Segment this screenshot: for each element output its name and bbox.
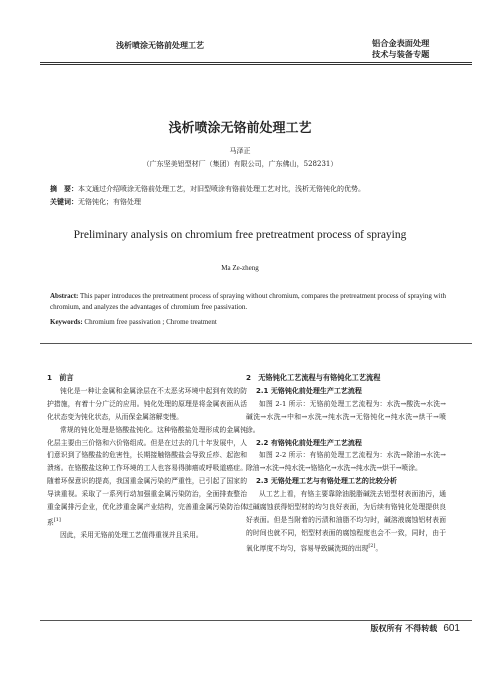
journal-section-label bbox=[372, 38, 472, 60]
section-1-heading: 1 前言 bbox=[47, 373, 74, 382]
header-rule-thin bbox=[40, 64, 472, 65]
abstract-zh-text: 本文通过介绍喷涂无铬前处理工艺，对旧型喷涂有铬前处理工艺对比，浅析无铬钝化的优势。 bbox=[78, 185, 365, 193]
abstract-separator-rule bbox=[40, 343, 472, 344]
reference-2: [2] bbox=[368, 542, 376, 549]
section-2-3-text: 从工艺上看，有铬主要靠除油脱脂碱洗去铝型材表面油污，通过碱腐蚀获得铝型材的均匀良好表面，为后续有铬钝化处理提供良好表面。但是当附着的污渍和油脂不均匀时，碱溶液腐蚀铝材表面的时间也就不同，铝型材表面的腐蚀程度也会不一致，同时，由于氧化厚度不均匀，容易导致碱洗斑的出现[2]。 bbox=[246, 490, 446, 553]
running-title: 浅析喷涂无铬前处理工艺 bbox=[116, 40, 204, 50]
keywords-zh-label: 关键词： bbox=[50, 197, 78, 206]
keywords-en-label: Keywords: bbox=[50, 318, 83, 326]
title-en: Preliminary analysis on chromium free pretreatment process of spraying bbox=[73, 229, 407, 241]
section-2-2-text: 如图 2-2 所示：有铬前处理工艺流程为：水洗→除油→水洗→除油→水洗→纯水洗→铬铬化→水洗→纯水洗→烘干→喷涂。 bbox=[246, 451, 446, 473]
section-1-paragraph-2 bbox=[47, 424, 247, 530]
copyright-notice: 版权所有 不得转载 bbox=[370, 623, 438, 633]
abstract-en bbox=[50, 291, 470, 313]
section-2-3-heading: 2.3 无铬处理工艺与有铬处理工艺的比较分析 bbox=[256, 477, 397, 486]
author-en: Ma Ze-zheng bbox=[221, 264, 259, 272]
journal-line-1: 铝合金表面处理 bbox=[372, 38, 430, 48]
right-column bbox=[246, 372, 446, 555]
section-1-paragraph-1: 钝化是一种让金属和金属涂层在不太恶劣环境中起到有效的防护措施，有着十分广泛的应用。钝化处理的原理是将金属表面从活化状态变为钝化状态，从而保金属溶解变慢。 bbox=[47, 386, 247, 421]
abstract-zh-label: 摘 要： bbox=[50, 184, 78, 193]
section-2-2-heading: 2.2 有铬钝化前处理生产工艺流程 bbox=[256, 438, 362, 447]
abstract-en-label: Abstract: bbox=[50, 292, 79, 300]
keywords-zh-text: 无铬钝化；有铬处理 bbox=[78, 198, 141, 206]
footer-rule bbox=[40, 620, 472, 621]
page-number: 601 bbox=[443, 623, 460, 634]
header-rule bbox=[40, 62, 472, 63]
keywords-en bbox=[50, 318, 470, 326]
section-1-paragraph-2-text: 常规的钝化处理是铬酸盐钝化。这种铬酸盐处理形成的金属钝化层主要由三价铬和六价铬组成。但是在过去的几十年发展中，人们意识到了铬酸盐的危害性，长期接触铬酸盐会导致丘疹、起泡和溃疡。在铬酸盐这种工作环境的工人也容易得肺癌或呼吸道癌症。随着环保意识的提高，我国重金属污染的严重性，已引起了国家的导读重视。采取了一系列行动加强重金属污染防治，全面排查整治重金属排污企业，优化涉重金属产业结构，完善重金属污染防治体系 bbox=[47, 425, 247, 527]
journal-line-2: 技术与装备专题 bbox=[372, 49, 430, 59]
affiliation-zh: （广东坚美铝型材厂（集团）有限公司，广东佛山，528231） bbox=[142, 160, 338, 168]
footer bbox=[310, 623, 460, 634]
keywords-en-text: Chromium free passivation ; Chrome treatment bbox=[84, 318, 217, 326]
abstract-en-text: This paper introduces the pretreatment process of spraying without chromium, compares the pretreatment process of spraying with chromium, and analyzes the advantages of chromium free passivation. bbox=[50, 292, 447, 311]
section-2-heading: 2 无铬钝化工艺流程与有铬钝化工艺流程 bbox=[246, 373, 381, 382]
section-1-paragraph-3: 因此，采用无铬前处理工艺值得重视并且采用。 bbox=[60, 531, 203, 540]
section-2-1-heading: 2.1 无铬钝化前处理生产工艺流程 bbox=[256, 386, 362, 395]
keywords-zh bbox=[50, 197, 470, 207]
left-column bbox=[47, 372, 247, 542]
title-zh: 浅析喷涂无铬前处理工艺 bbox=[168, 121, 312, 136]
abstract-zh bbox=[50, 183, 470, 195]
reference-1: [1] bbox=[53, 516, 61, 523]
author-zh: 马泽正 bbox=[229, 147, 251, 155]
section-2-1-text: 如图 2-1 所示：无铬前处理工艺流程为：水洗→酸洗→水洗→碱洗→水洗→中和→水洗→纯水洗→无铬钝化→纯水洗→烘干→喷涂。 bbox=[246, 399, 446, 434]
section-2-3-text-body: 从工艺上看，有铬主要靠除油脱脂碱洗去铝型材表面油污，通过碱腐蚀获得铝型材的均匀良好表面，为后续有铬钝化处理提供良好表面。但是当附着的污渍和油脂不均匀时，碱溶液腐蚀铝材表面的时间也就不同，铝型材表面的腐蚀程度也会不一致，同时，由于氧化厚度不均匀，容易导致碱洗斑的出现 bbox=[246, 490, 446, 553]
